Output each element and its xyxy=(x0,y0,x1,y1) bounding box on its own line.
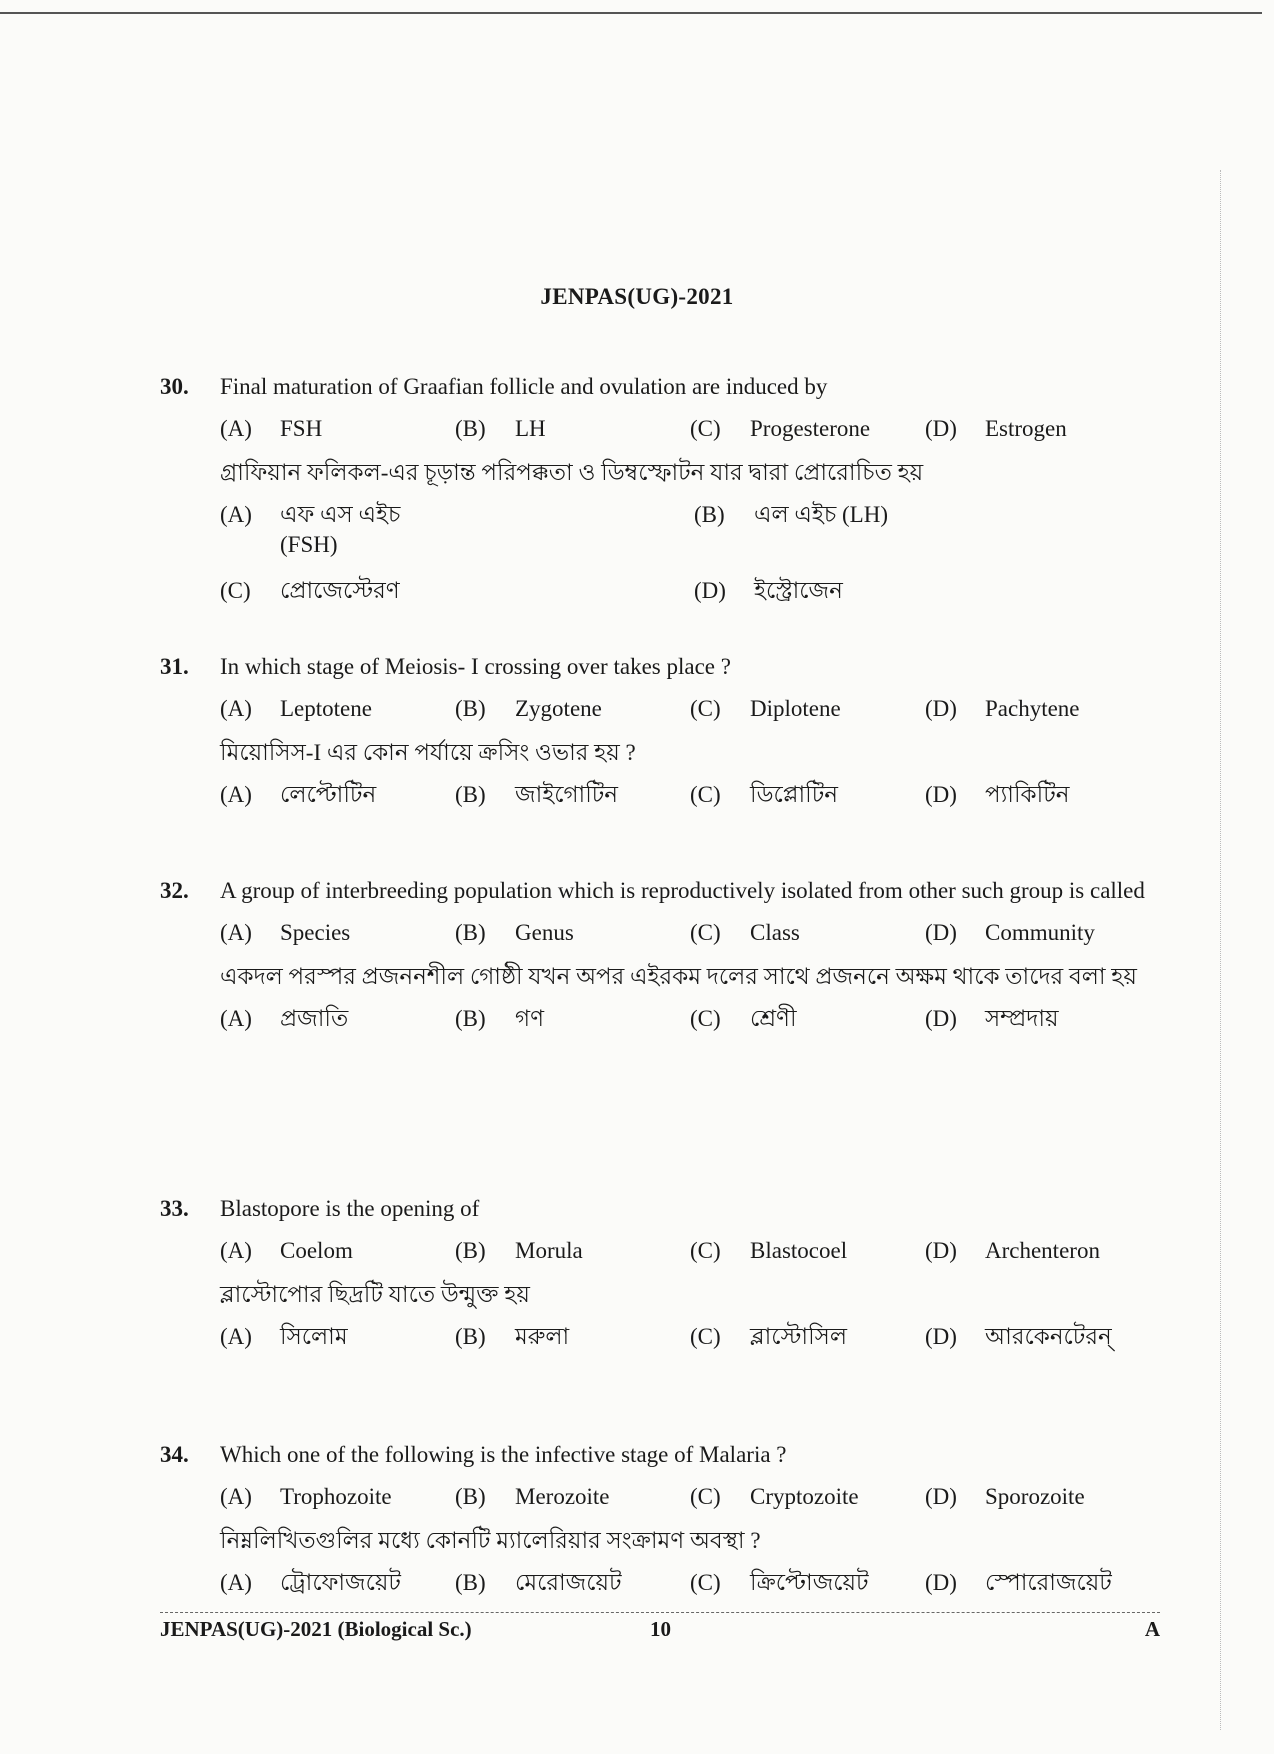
option-a: (A) FSH xyxy=(220,416,323,441)
option-a-bengali: (A) সিলোম xyxy=(220,1324,348,1349)
option-b: (B) Merozoite xyxy=(455,1484,610,1509)
options-english xyxy=(220,694,1160,724)
option-b: (B) LH xyxy=(455,416,546,441)
question-text-bengali: নিম্নলিখিতগুলির মধ্যে কোনটি ম্যালেরিয়ার সংক্রামণ অবস্থা ? xyxy=(220,1528,761,1553)
option-b-bengali: (B) জাইগোটিন xyxy=(455,782,619,807)
booklet-set: A xyxy=(1144,1617,1160,1641)
option-a-bengali: (A) লেপ্টোটিন xyxy=(220,782,377,807)
options-bengali xyxy=(220,1004,1160,1034)
option-c-bengali: (C) ডিপ্লোটিন xyxy=(690,782,838,807)
options-english xyxy=(220,918,1160,948)
option-d: (D) Sporozoite xyxy=(925,1484,1085,1509)
options-english xyxy=(220,414,1160,444)
question-text: Final maturation of Graafian follicle and ovulation are induced by xyxy=(220,374,828,399)
page-edge xyxy=(1220,170,1221,1730)
option-d-bengali: (D) প্যাকিটিন xyxy=(925,782,1070,807)
options-english xyxy=(220,1482,1160,1512)
option-a: (A) Leptotene xyxy=(220,696,372,721)
question-text: Which one of the following is the infective stage of Malaria ? xyxy=(220,1442,787,1467)
question-text-bengali: একদল পরস্পর প্রজননশীল গোষ্ঠী যখন অপর এইরকম দলের সাথে প্রজননে অক্ষম থাকে তাদের বলা হয় xyxy=(220,964,1137,989)
question-32 xyxy=(160,876,1160,1034)
option-d: (D) Pachytene xyxy=(925,696,1080,721)
option-c: (C) Cryptozoite xyxy=(690,1484,859,1509)
option-b: (B) Zygotene xyxy=(455,696,602,721)
option-b-bengali: (B) মরুলা xyxy=(455,1324,570,1349)
options-bengali xyxy=(220,500,1160,606)
question-text: Blastopore is the opening of xyxy=(220,1196,480,1221)
option-a-bengali: (A) ট্রোফোজয়েট xyxy=(220,1570,401,1595)
option-d: (D) Community xyxy=(925,920,1095,945)
options-bengali xyxy=(220,780,1160,810)
option-b-bengali: (B) এল এইচ (LH) xyxy=(694,502,888,527)
option-d: (D) Estrogen xyxy=(925,416,1067,441)
option-d-bengali: (D) আরকেনটেরন্ xyxy=(925,1324,1112,1349)
option-a: (A) Coelom xyxy=(220,1238,353,1263)
question-text-bengali: ব্লাস্টোপোর ছিদ্রটি যাতে উন্মুক্ত হয় xyxy=(220,1282,530,1307)
option-d-bengali: (D) স্পোরোজয়েট xyxy=(925,1570,1112,1595)
page-header: JENPAS(UG)-2021 xyxy=(540,284,734,309)
question-number: 32. xyxy=(160,878,189,903)
options-bengali xyxy=(220,1322,1160,1352)
option-d-bengali: (D) সম্প্রদায় xyxy=(925,1006,1059,1031)
option-c-bengali: (C) প্রোজেস্টেরণ xyxy=(220,578,400,603)
question-number: 34. xyxy=(160,1442,189,1467)
question-33 xyxy=(160,1194,1160,1352)
question-30 xyxy=(160,372,1160,606)
question-text-bengali: মিয়োসিস-I এর কোন পর্যায়ে ক্রসিং ওভার হয় ? xyxy=(220,740,636,765)
page-footer xyxy=(160,1612,1160,1642)
option-c: (C) Progesterone xyxy=(690,416,871,441)
option-b-bengali: (B) গণ xyxy=(455,1006,544,1031)
option-a: (A) Trophozoite xyxy=(220,1484,392,1509)
option-d: (D) Archenteron xyxy=(925,1238,1100,1263)
option-b-bengali: (B) মেরোজয়েট xyxy=(455,1570,622,1595)
option-a: (A) Species xyxy=(220,920,351,945)
option-c: (C) Blastocoel xyxy=(690,1238,848,1263)
footer-title: JENPAS(UG)-2021 (Biological Sc.) xyxy=(160,1617,472,1641)
question-text: In which stage of Meiosis- I crossing over takes place ? xyxy=(220,654,731,679)
option-c-bengali: (C) ব্লাস্টোসিল xyxy=(690,1324,847,1349)
option-d-bengali: (D) ইস্ট্রোজেন xyxy=(694,578,843,603)
option-b: (B) Genus xyxy=(455,920,574,945)
option-c: (C) Diplotene xyxy=(690,696,841,721)
question-31 xyxy=(160,652,1160,810)
option-b: (B) Morula xyxy=(455,1238,583,1263)
top-rule xyxy=(0,12,1262,14)
question-34 xyxy=(160,1440,1160,1598)
question-number: 30. xyxy=(160,374,189,399)
options-english xyxy=(220,1236,1160,1266)
question-text-bengali: গ্রাফিয়ান ফলিকল-এর চূড়ান্ত পরিপক্কতা ও ডিম্বস্ফোটন যার দ্বারা প্রোরোচিত হয় xyxy=(220,460,924,485)
option-c-bengali: (C) শ্রেণী xyxy=(690,1006,797,1031)
question-number: 33. xyxy=(160,1196,189,1221)
option-c-bengali: (C) ক্রিপ্টোজয়েট xyxy=(690,1570,869,1595)
question-number: 31. xyxy=(160,654,189,679)
option-a-bengali: (A) এফ এস এইচ (FSH) xyxy=(220,502,401,557)
option-a-bengali: (A) প্রজাতি xyxy=(220,1006,349,1031)
option-c: (C) Class xyxy=(690,920,800,945)
question-text: A group of interbreeding population which is reproductively isolated from other such group is called xyxy=(220,878,1145,903)
options-bengali xyxy=(220,1568,1160,1598)
page-number: 10 xyxy=(650,1617,671,1641)
